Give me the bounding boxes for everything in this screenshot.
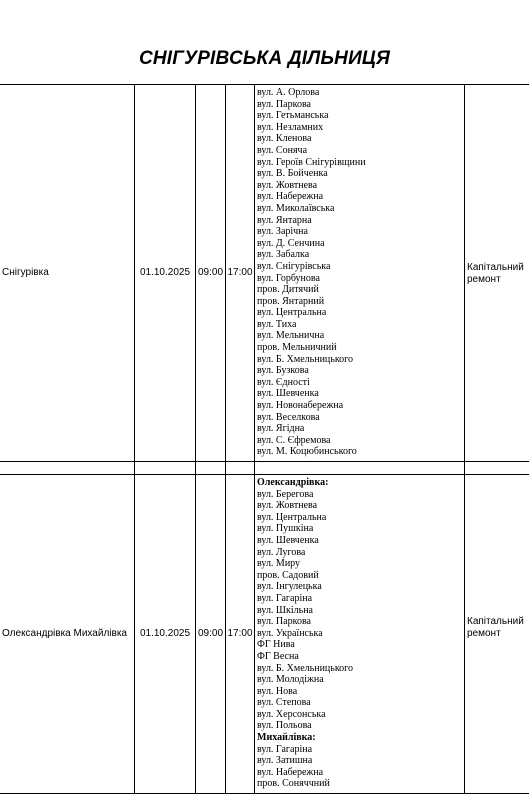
street-item: вул. Паркова [257,98,311,110]
settlement-cell: Снігурівка [0,85,135,462]
street-item: вул. Тиха [257,318,297,330]
page-title: СНІГУРІВСЬКА ДІЛЬНИЦЯ [138,48,391,69]
street-item: вул. Єдності [257,376,310,388]
reason-text: Капітальний ремонт [467,262,524,285]
street-item: вул. Веселкова [257,411,320,423]
street-item: вул. Жовтнева [257,179,318,191]
end-time-cell: 17:00 [226,475,255,794]
table-row [0,475,529,794]
street-item: вул. Херсонська [257,708,326,720]
street-item: вул. Мельнична [257,330,325,342]
street-item: вул. Лугова [257,546,306,558]
street-item: вул. Ягідна [257,423,305,435]
street-item: вул. М. Коцюбинського [257,446,357,458]
spacer-cell [135,462,196,475]
street-item: вул. Берегова [257,488,314,500]
outage-table [0,84,529,794]
street-item: вул. Набережна [257,766,324,778]
reason-text: Капітальний ремонт [467,616,524,639]
street-item: пров. Мельничний [257,342,337,354]
street-item: вул. Соняча [257,144,308,156]
street-item: ФГ Нива [257,639,295,651]
street-item: вул. Гагаріна [257,592,313,604]
street-item: вул. Горбунова [257,272,320,284]
street-item: вул. Українська [257,627,323,639]
street-item: вул. Гагаріна [257,743,313,755]
table-spacer-row [0,462,529,475]
end-time-cell: 17:00 [226,85,255,462]
street-item: вул. Незламних [257,121,324,133]
street-item: вул. Набережна [257,191,324,203]
street-item: вул. Д. Сенчина [257,237,325,249]
settlement-heading: Олександрівка: [257,477,329,488]
street-item: вул. Забалка [257,249,310,261]
street-item: вул. Пушкіна [257,523,314,535]
reason-cell [465,475,529,794]
street-item: вул. Б. Хмельницького [257,662,354,674]
start-time-cell: 09:00 [196,475,226,794]
spacer-cell [255,462,465,475]
street-item: вул. Гетьманська [257,110,329,122]
street-item: вул. Шкільна [257,604,313,616]
street-item: пров. Соняччний [257,778,330,790]
street-item: вул. Героїв Снігурівщини [257,156,366,168]
street-item: вул. Центральна [257,511,327,523]
street-item: пров. Янтарний [257,295,325,307]
date-cell: 01.10.2025 [135,475,196,794]
street-item: вул. Янтарна [257,214,312,226]
street-item: вул. Степова [257,697,311,709]
street-item: вул. Шевченка [257,388,319,400]
street-item: вул. Інгулецька [257,581,322,593]
streets-cell [255,475,465,794]
street-list [257,477,464,790]
street-item: вул. Нова [257,685,298,697]
street-item: вул. Жовтнева [257,500,318,512]
street-item: пров. Дитячий [257,284,319,296]
street-item: вул. Миру [257,558,301,570]
street-item: вул. А. Орлова [257,87,320,98]
street-item: вул. Шевченка [257,534,319,546]
street-item: вул. Б. Хмельницького [257,353,354,365]
street-item: вул. С. Єфремова [257,434,331,446]
street-item: ФГ Весна [257,650,299,662]
street-item: вул. Новонабережна [257,400,344,412]
settlement-cell: Олександрівка Михайлівка [0,475,135,794]
settlement-heading: Михайлівка: [257,732,316,744]
street-item: вул. Центральна [257,307,327,319]
street-item: вул. Бузкова [257,365,309,377]
street-item: вул. Миколаївська [257,202,335,214]
table-row [0,85,529,462]
street-item: вул. Кленова [257,133,312,145]
reason-cell [465,85,529,462]
date-cell: 01.10.2025 [135,85,196,462]
start-time-cell: 09:00 [196,85,226,462]
street-item: вул. В. Бойченка [257,168,328,180]
street-item: вул. Паркова [257,616,311,628]
street-item: вул. Польова [257,720,312,732]
street-item: пров. Садовий [257,569,319,581]
streets-cell [255,85,465,462]
street-item: вул. Молодіжна [257,674,324,686]
spacer-cell [0,462,135,475]
street-item: вул. Затишна [257,755,313,767]
spacer-cell [226,462,255,475]
street-list [257,87,464,458]
street-item: вул. Снігурівська [257,260,331,272]
spacer-cell [465,462,529,475]
street-item: вул. Зарічна [257,226,308,238]
spacer-cell [196,462,226,475]
